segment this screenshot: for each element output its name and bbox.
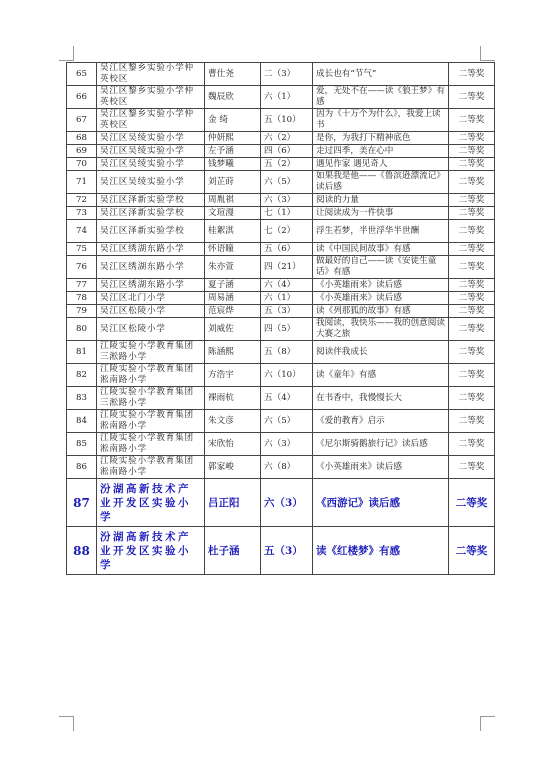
essay-title-cell: 让阅读成为一件快事 — [313, 207, 449, 220]
essay-title-cell: 《西游记》读后感 — [313, 479, 449, 527]
student-name-cell: 郭家峻 — [205, 456, 261, 479]
award-level-cell: 二等奖 — [449, 109, 495, 132]
award-level-cell: 二等奖 — [449, 456, 495, 479]
essay-title-cell: 我阅读，我快乐——我的创意阅读大赛之旅 — [313, 318, 449, 341]
school-name-cell: 江陵实验小学教育集团淞南路小学 — [97, 433, 205, 456]
row-number-cell: 74 — [67, 220, 97, 243]
essay-title-cell: 遇见作家 遇见奇人 — [313, 158, 449, 171]
class-name-cell: 六（1） — [261, 292, 313, 305]
award-level-cell: 二等奖 — [449, 256, 495, 279]
table-row — [67, 341, 495, 364]
table-row — [67, 243, 495, 256]
student-name-cell: 金 绮 — [205, 109, 261, 132]
school-name-cell: 吴江区北门小学 — [97, 292, 205, 305]
student-name-cell: 吕正阳 — [205, 479, 261, 527]
row-number-cell: 67 — [67, 109, 97, 132]
award-level-cell: 二等奖 — [449, 292, 495, 305]
class-name-cell: 四（6） — [261, 145, 313, 158]
class-name-cell: 六（5） — [261, 171, 313, 194]
school-name-cell: 吴江区绣湖东路小学 — [97, 256, 205, 279]
student-name-cell: 夏子涵 — [205, 279, 261, 292]
table-row — [67, 292, 495, 305]
school-name-cell: 吴江区吴绫实验小学 — [97, 145, 205, 158]
class-name-cell: 六（2） — [261, 132, 313, 145]
school-name-cell: 吴江区黎乡实验小学仲英校区 — [97, 109, 205, 132]
essay-title-cell: 阅读的力量 — [313, 194, 449, 207]
essay-title-cell: 读《中国民间故事》有感 — [313, 243, 449, 256]
school-name-cell: 吴江区绣湖东路小学 — [97, 279, 205, 292]
row-number-cell: 68 — [67, 132, 97, 145]
school-name-cell: 吴江区吴绫实验小学 — [97, 132, 205, 145]
essay-title-cell: 如果我是他——《鲁滨逊漂流记》读后感 — [313, 171, 449, 194]
crop-mark-top-right — [480, 46, 495, 61]
essay-title-cell: 是你，为我打下精神底色 — [313, 132, 449, 145]
student-name-cell: 钱梦曦 — [205, 158, 261, 171]
essay-title-cell: 走过四季，美在心中 — [313, 145, 449, 158]
student-name-cell: 刘威佐 — [205, 318, 261, 341]
class-name-cell: 五（10） — [261, 109, 313, 132]
award-level-cell: 二等奖 — [449, 305, 495, 318]
class-name-cell: 五（3） — [261, 527, 313, 575]
row-number-cell: 77 — [67, 279, 97, 292]
table-row — [67, 132, 495, 145]
row-number-cell: 73 — [67, 207, 97, 220]
row-number-cell: 70 — [67, 158, 97, 171]
essay-title-cell: 读《红楼梦》有感 — [313, 527, 449, 575]
row-number-cell: 86 — [67, 456, 97, 479]
student-name-cell: 范宸烨 — [205, 305, 261, 318]
class-name-cell: 六（3） — [261, 479, 313, 527]
row-number-cell: 65 — [67, 63, 97, 86]
row-number-cell: 80 — [67, 318, 97, 341]
table-row — [67, 279, 495, 292]
award-level-cell: 二等奖 — [449, 318, 495, 341]
table-row — [67, 456, 495, 479]
row-number-cell: 81 — [67, 341, 97, 364]
school-name-cell: 吴江区泽新实验学校 — [97, 194, 205, 207]
crop-mark-bottom-left — [59, 716, 74, 731]
row-number-cell: 69 — [67, 145, 97, 158]
student-name-cell: 左予涵 — [205, 145, 261, 158]
award-table-body — [67, 63, 495, 575]
award-level-cell: 二等奖 — [449, 433, 495, 456]
student-name-cell: 周易涵 — [205, 292, 261, 305]
award-table — [66, 62, 495, 575]
table-row — [67, 433, 495, 456]
crop-mark-top-left — [59, 46, 74, 61]
class-name-cell: 四（21） — [261, 256, 313, 279]
school-name-cell: 江陵实验小学教育集团三淞路小学 — [97, 341, 205, 364]
student-name-cell: 魏辰欣 — [205, 86, 261, 109]
school-name-cell: 吴江区吴绫实验小学 — [97, 158, 205, 171]
row-number-cell: 76 — [67, 256, 97, 279]
table-row — [67, 207, 495, 220]
row-number-cell: 83 — [67, 387, 97, 410]
row-number-cell: 84 — [67, 410, 97, 433]
row-number-cell: 75 — [67, 243, 97, 256]
student-name-cell: 仲妍熙 — [205, 132, 261, 145]
class-name-cell: 五（6） — [261, 243, 313, 256]
school-name-cell: 吴江区黎乡实验小学仲英校区 — [97, 63, 205, 86]
student-name-cell: 陈涵熙 — [205, 341, 261, 364]
student-name-cell: 怀语瞳 — [205, 243, 261, 256]
essay-title-cell: 爱，无处不在——读《狼王梦》有感 — [313, 86, 449, 109]
table-row — [67, 387, 495, 410]
table-row — [67, 318, 495, 341]
essay-title-cell: 《小英雄雨来》读后感 — [313, 279, 449, 292]
award-level-cell: 二等奖 — [449, 387, 495, 410]
class-name-cell: 五（8） — [261, 341, 313, 364]
award-level-cell: 二等奖 — [449, 479, 495, 527]
essay-title-cell: 《小英雄雨来》读后感 — [313, 456, 449, 479]
table-row — [67, 220, 495, 243]
class-name-cell: 六（3） — [261, 194, 313, 207]
award-level-cell: 二等奖 — [449, 341, 495, 364]
award-level-cell: 二等奖 — [449, 243, 495, 256]
table-row — [67, 527, 495, 575]
student-name-cell: 裸雨杭 — [205, 387, 261, 410]
student-name-cell: 杜子涵 — [205, 527, 261, 575]
essay-title-cell: 读《童年》有感 — [313, 364, 449, 387]
essay-title-cell: 阅读伴我成长 — [313, 341, 449, 364]
school-name-cell: 吴江区绣湖东路小学 — [97, 243, 205, 256]
row-number-cell: 82 — [67, 364, 97, 387]
student-name-cell: 宋欣怡 — [205, 433, 261, 456]
essay-title-cell: 读《列那狐的故事》有感 — [313, 305, 449, 318]
student-name-cell: 周胤祺 — [205, 194, 261, 207]
student-name-cell: 方浩宇 — [205, 364, 261, 387]
award-level-cell: 二等奖 — [449, 207, 495, 220]
essay-title-cell: 在书香中，我慢慢长大 — [313, 387, 449, 410]
student-name-cell: 刘芷莳 — [205, 171, 261, 194]
award-level-cell: 二等奖 — [449, 171, 495, 194]
school-name-cell: 江陵实验小学教育集团三淞路小学 — [97, 387, 205, 410]
table-row — [67, 86, 495, 109]
award-level-cell: 二等奖 — [449, 194, 495, 207]
student-name-cell: 朱文彦 — [205, 410, 261, 433]
table-row — [67, 194, 495, 207]
award-level-cell: 二等奖 — [449, 527, 495, 575]
student-name-cell: 朱亦萱 — [205, 256, 261, 279]
essay-title-cell: 浮生若梦，半世浮华半世酬 — [313, 220, 449, 243]
award-level-cell: 二等奖 — [449, 220, 495, 243]
class-name-cell: 六（10） — [261, 364, 313, 387]
award-level-cell: 二等奖 — [449, 364, 495, 387]
class-name-cell: 五（4） — [261, 387, 313, 410]
row-number-cell: 66 — [67, 86, 97, 109]
student-name-cell: 文瑄漫 — [205, 207, 261, 220]
class-name-cell: 四（5） — [261, 318, 313, 341]
table-row — [67, 171, 495, 194]
school-name-cell: 吴江区泽新实验学校 — [97, 220, 205, 243]
table-row — [67, 305, 495, 318]
essay-title-cell: 《爱的教育》启示 — [313, 410, 449, 433]
table-row — [67, 364, 495, 387]
class-name-cell: 七（2） — [261, 220, 313, 243]
school-name-cell: 吴江区黎乡实验小学仲英校区 — [97, 86, 205, 109]
table-row — [67, 145, 495, 158]
essay-title-cell: 成长也有“节气” — [313, 63, 449, 86]
school-name-cell: 江陵实验小学教育集团淞南路小学 — [97, 456, 205, 479]
award-level-cell: 二等奖 — [449, 410, 495, 433]
award-level-cell: 二等奖 — [449, 132, 495, 145]
student-name-cell: 曹仕尧 — [205, 63, 261, 86]
award-level-cell: 二等奖 — [449, 158, 495, 171]
school-name-cell: 江陵实验小学教育集团淞南路小学 — [97, 364, 205, 387]
row-number-cell: 88 — [67, 527, 97, 575]
essay-title-cell: 《尼尔斯骑鹅旅行记》读后感 — [313, 433, 449, 456]
award-level-cell: 二等奖 — [449, 86, 495, 109]
essay-title-cell: 因为《十万个为什么》，我爱上读书 — [313, 109, 449, 132]
row-number-cell: 78 — [67, 292, 97, 305]
table-row — [67, 256, 495, 279]
school-name-cell: 汾湖高新技术产业开发区实验小学 — [97, 479, 205, 527]
award-level-cell: 二等奖 — [449, 63, 495, 86]
table-row — [67, 410, 495, 433]
class-name-cell: 二（3） — [261, 63, 313, 86]
award-level-cell: 二等奖 — [449, 145, 495, 158]
row-number-cell: 85 — [67, 433, 97, 456]
row-number-cell: 87 — [67, 479, 97, 527]
row-number-cell: 72 — [67, 194, 97, 207]
table-row — [67, 63, 495, 86]
class-name-cell: 六（5） — [261, 410, 313, 433]
student-name-cell: 桂絮淇 — [205, 220, 261, 243]
crop-mark-bottom-right — [480, 716, 495, 731]
row-number-cell: 79 — [67, 305, 97, 318]
school-name-cell: 江陵实验小学教育集团淞南路小学 — [97, 410, 205, 433]
table-row — [67, 109, 495, 132]
school-name-cell: 吴江区吴绫实验小学 — [97, 171, 205, 194]
table-row — [67, 158, 495, 171]
class-name-cell: 五（3） — [261, 305, 313, 318]
class-name-cell: 六（1） — [261, 86, 313, 109]
school-name-cell: 汾湖高新技术产业开发区实验小学 — [97, 527, 205, 575]
school-name-cell: 吴江区松陵小学 — [97, 305, 205, 318]
essay-title-cell: 《小英雄雨来》读后感 — [313, 292, 449, 305]
school-name-cell: 吴江区松陵小学 — [97, 318, 205, 341]
award-level-cell: 二等奖 — [449, 279, 495, 292]
essay-title-cell: 做最好的自己——读《安徒生童话》有感 — [313, 256, 449, 279]
class-name-cell: 五（2） — [261, 158, 313, 171]
row-number-cell: 71 — [67, 171, 97, 194]
table-row — [67, 479, 495, 527]
class-name-cell: 六（8） — [261, 456, 313, 479]
school-name-cell: 吴江区泽新实验学校 — [97, 207, 205, 220]
class-name-cell: 六（3） — [261, 433, 313, 456]
class-name-cell: 六（4） — [261, 279, 313, 292]
class-name-cell: 七（1） — [261, 207, 313, 220]
